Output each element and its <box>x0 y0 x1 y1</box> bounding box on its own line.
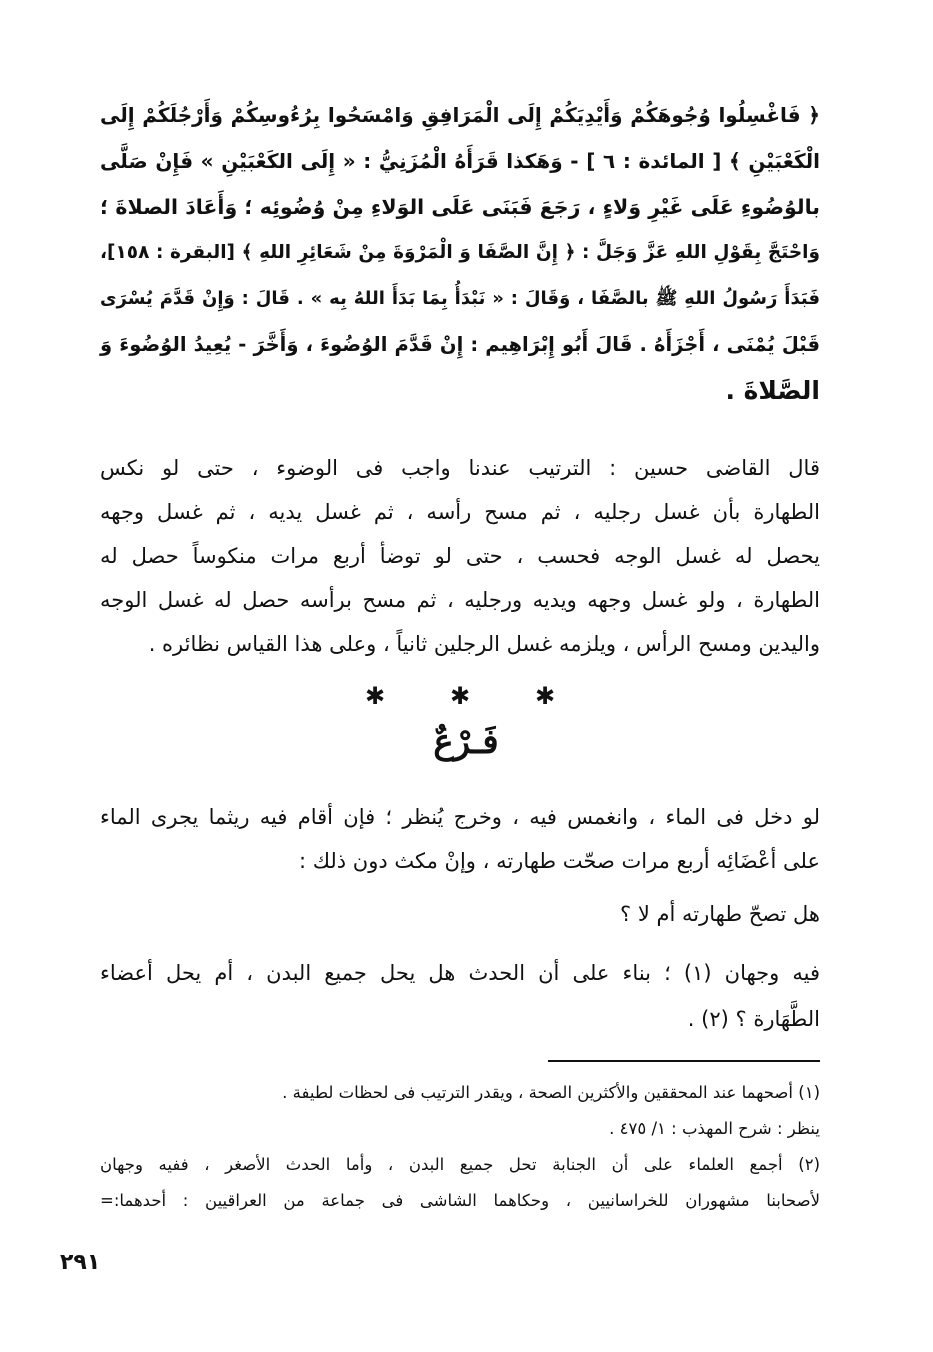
footnote-line: ينظر : شرح المهذب : ١/ ٤٧٥ . <box>609 1119 820 1138</box>
text-line: ﴿ فَاغْسِلُوا وُجُوهَكُمْ وَأَيْدِيَكُمْ إِلَى الْمَرَافِقِ وَامْسَحُوا بِرُءُوسِكُمْ وَأَرْجُلَكُمْ إِلَى <box>100 103 820 127</box>
question-line <box>100 892 820 936</box>
footnote-line: (٢) أجمع العلماء على أن الجنابة تحل جميع البدن ، وأما الحدث الأصغر ، ففيه وجهان <box>100 1155 820 1174</box>
footnotes <box>100 1075 820 1219</box>
text-line: الْكَعْبَيْنِ ﴾ [ المائدة : ٦ ] - وَهَكذا قَرَأَهُ الْمُزَنِيُّ : « إِلَى الكَعْبَيْنِ » فَإِنْ صَلَّى <box>100 149 820 173</box>
quran-commentary-paragraph <box>100 92 820 414</box>
qadi-husayn-paragraph <box>100 446 820 666</box>
text-line: فيه وجهان (١) ؛ بناء على أن الحدث هل يحل جميع البدن ، أم يحل أعضاء <box>100 961 820 985</box>
text-line: قال القاضى حسين : الترتيب عندنا واجب فى الوضوء ، حتى لو نكس <box>100 456 820 480</box>
text-line: واليدين ومسح الرأس ، ويلزمه غسل الرجلين ثانياً ، وعلى هذا القياس نظائره . <box>148 632 820 656</box>
footnote-divider <box>548 1060 820 1062</box>
immersion-paragraph <box>100 795 820 883</box>
two-opinions-paragraph <box>100 950 820 1042</box>
text-line: يحصل له غسل الوجه فحسب ، حتى لو توضأ أربع مرات منكوساً حصل له <box>100 544 820 568</box>
text-line: الطهارة بأن غسل رجليه ، ثم مسح رأسه ، ثم غسل يديه ، ثم غسل وجهه <box>100 500 820 524</box>
text-line: وَاحْتَجَّ بِقَوْلِ اللهِ عَزَّ وَجَلَّ : ﴿ إِنَّ الصَّفَا وَ الْمَرْوَةَ مِنْ شَعَائِرِ اللهِ ﴾ [البقرة : ١٥٨]، <box>100 242 820 263</box>
star-icon: ✱ <box>534 682 556 710</box>
text-line: فَبَدَأَ رَسُولُ اللهِ ﷺ بالصَّفَا ، وَقَالَ : « نَبْدَأُ بِمَا بَدَأَ اللهُ بِه » . قَالَ : وَإِنْ قَدَّمَ يُسْرَى <box>100 288 820 309</box>
text-line: على أعْضَائِه أربع مرات صحّت طهارته ، وإنْ مكث دون ذلك : <box>298 849 820 873</box>
footnote-line: لأصحابنا مشهوران للخراسانيين ، وحكاهما الشاشى فى جماعة من العراقيين : أحدهما:= <box>100 1191 820 1210</box>
text-line: هل تصحّ طهارته أم لا ؟ <box>620 902 820 926</box>
text-line: الطهارة ، ولو غسل وجهه ويديه ورجليه ، ثم مسح برأسه حصل له غسل الوجه <box>100 588 820 612</box>
text-line: قَبْلَ يُمْنَى ، أَجْزَأَهُ . قَالَ أَبُو إِبْرَاهِيم : إِنْ قَدَّمَ الوُضُوءَ ، وَأَخَّرَ - يُعِيدُ الوُضُوءَ وَ <box>100 333 820 356</box>
text-line: الصَّلاةَ . <box>725 376 820 405</box>
section-separator <box>360 682 560 710</box>
page-number: ٢٩١ <box>60 1250 101 1275</box>
star-icon: ✱ <box>449 682 471 710</box>
text-line: الطَّهَارة ؟ (٢) . <box>687 1007 820 1031</box>
footnote-line: (١) أصحهما عند المحققين والأكثرين الصحة ، ويقدر الترتيب فى لحظات لطيفة . <box>282 1083 820 1102</box>
text-line: لو دخل فى الماء ، وانغمس فيه ، وخرج يُنظر ؛ فإن أقام فيه ريثما يجرى الماء <box>100 805 820 829</box>
text-line: بالوُضُوءِ عَلَى غَيْرِ وَلاءٍ ، رَجَعَ فَبَنَى عَلَى الوَلاءِ مِنْ وُضُوئِه ؛ وَأَعَادَ الصلاةَ ؛ <box>100 195 820 219</box>
section-heading: فَـرْعٌ <box>433 722 499 762</box>
star-icon: ✱ <box>364 682 386 710</box>
